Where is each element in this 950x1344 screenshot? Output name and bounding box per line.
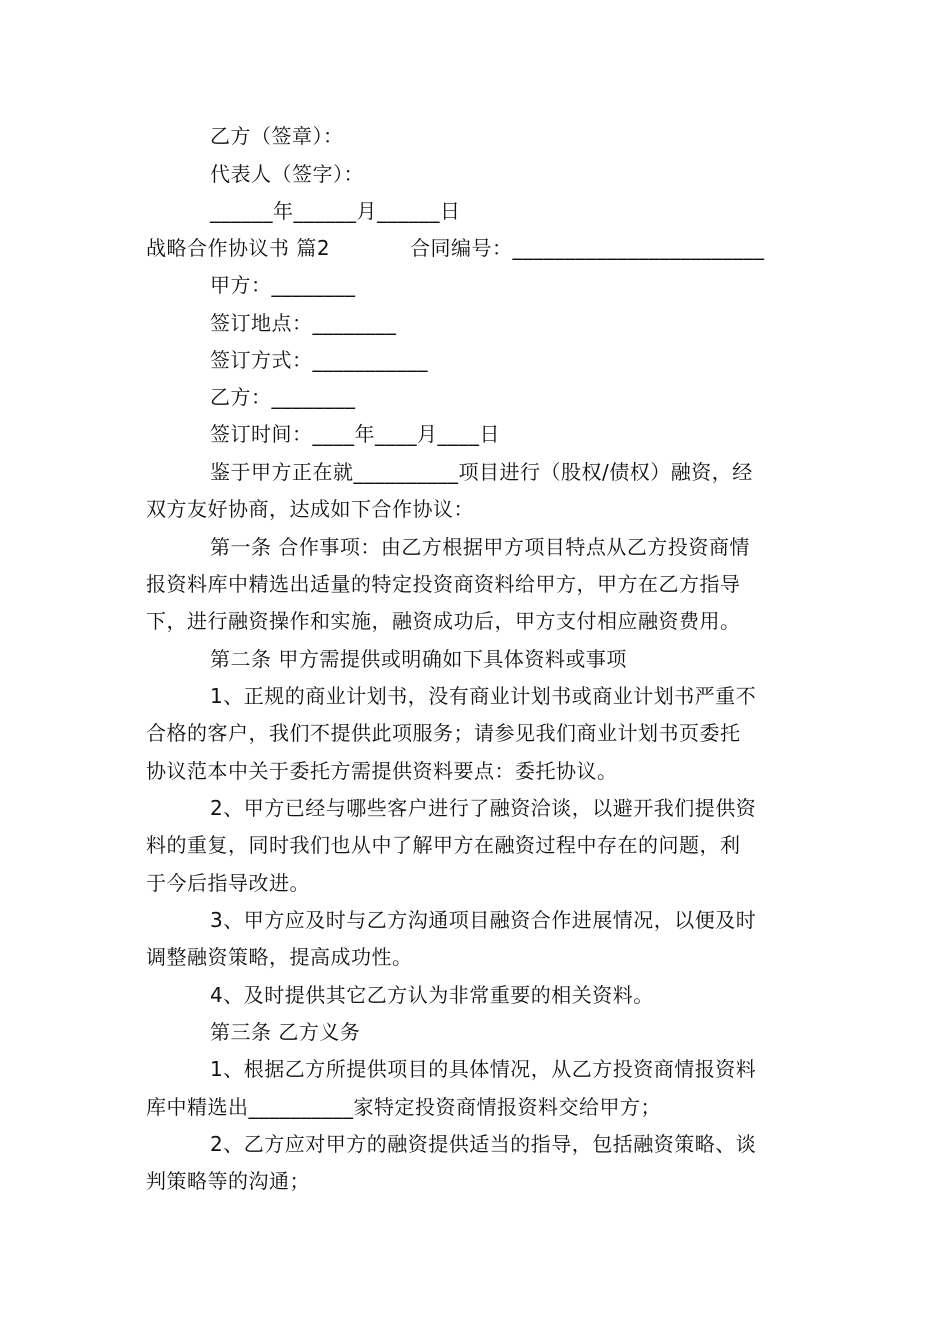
- article2-item2-line-1: 2、甲方已经与哪些客户进行了融资洽谈，以避开我们提供资: [210, 796, 757, 820]
- party-b-seal-line: 乙方（签章）：: [210, 124, 344, 148]
- preamble-line-1: 鉴于甲方正在就__________项目进行（股权/债权）融资，经: [210, 460, 753, 484]
- signature-date-line: ______年______月______日: [210, 199, 461, 223]
- article2-title: 第二条 甲方需提供或明确如下具体资料或事项: [210, 647, 627, 671]
- party-a-line: 甲方：________: [210, 273, 356, 297]
- article2-item1-line-3: 协议范本中关于委托方需提供资料要点：委托协议。: [146, 759, 618, 783]
- preamble-line-2: 双方友好协商，达成如下合作协议：: [146, 497, 474, 521]
- sign-place-line: 签订地点：________: [210, 311, 397, 335]
- article2-item3-line-1: 3、甲方应及时与乙方沟通项目融资合作进展情况，以便及时: [210, 908, 757, 932]
- article2-item4: 4、及时提供其它乙方认为非常重要的相关资料。: [210, 983, 654, 1007]
- article3-item2-line-2: 判策略等的沟通；: [146, 1169, 310, 1193]
- article3-item1-line-2: 库中精选出__________家特定投资商情报资料交给甲方；: [146, 1095, 661, 1119]
- representative-line: 代表人（签字）：: [210, 162, 364, 186]
- article2-item2-line-2: 料的重复，同时我们也从中了解甲方在融资过程中存在的问题，利: [146, 833, 741, 857]
- article1-line-1: 第一条 合作事项：由乙方根据甲方项目特点从乙方投资商情: [210, 535, 750, 559]
- article1-line-3: 下，进行融资操作和实施，融资成功后，甲方支付相应融资费用。: [146, 609, 741, 633]
- article2-item2-line-3: 于今后指导改进。: [146, 871, 310, 895]
- article1-line-2: 报资料库中精选出适量的特定投资商资料给甲方，甲方在乙方指导: [146, 572, 741, 596]
- article3-item1-line-1: 1、根据乙方所提供项目的具体情况，从乙方投资商情报资料: [210, 1057, 757, 1081]
- article2-item1-line-1: 1、正规的商业计划书，没有商业计划书或商业计划书严重不: [210, 684, 757, 708]
- article3-title: 第三条 乙方义务: [210, 1020, 361, 1044]
- sign-time-line: 签订时间：____年____月____日: [210, 422, 500, 446]
- contract-number-line: 合同编号：________________________: [410, 236, 765, 260]
- article2-item1-line-2: 合格的客户，我们不提供此项服务；请参见我们商业计划书页委托: [146, 721, 741, 745]
- article2-item3-line-2: 调整融资策略，提高成功性。: [146, 945, 413, 969]
- sign-method-line: 签订方式：___________: [210, 348, 428, 372]
- party-b-line: 乙方：________: [210, 385, 356, 409]
- article3-item2-line-1: 2、乙方应对甲方的融资提供适当的指导，包括融资策略、谈: [210, 1132, 757, 1156]
- section-heading: 战略合作协议书 篇2: [146, 236, 331, 260]
